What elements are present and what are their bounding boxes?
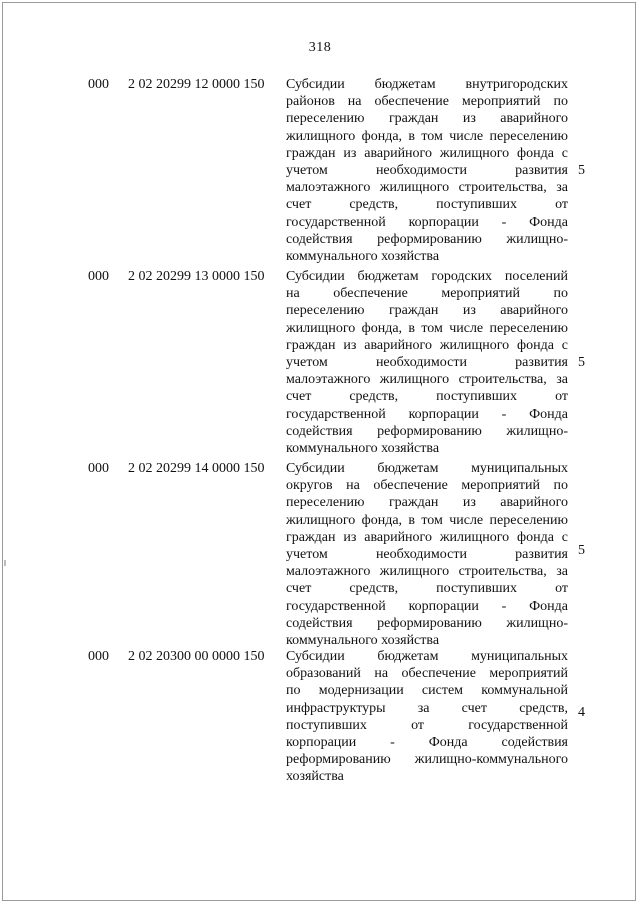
description-line: переселению граждан из аварийного [286, 495, 568, 511]
description-line: содействия реформированию жилищно- [286, 231, 568, 247]
admin-code: 000 [88, 461, 109, 476]
income-description [286, 648, 568, 786]
admin-code: 000 [88, 649, 109, 664]
description-line: счет средств, поступивших от [286, 197, 568, 213]
description-line: районов на обеспечение мероприятий по [286, 94, 568, 110]
description-line: государственной корпорации - Фонда [286, 598, 568, 614]
description-line: образований на обеспечение мероприятий [286, 666, 568, 682]
description-line: коммунального хозяйства [286, 249, 440, 265]
description-line: реформированию жилищно-коммунального [286, 752, 568, 768]
amount-value: 5 [578, 543, 585, 558]
description-line: учетом необходимости развития [286, 547, 568, 563]
budget-classification-code: 2 02 20299 13 0000 150 [128, 269, 265, 284]
description-line: коммунального хозяйства [286, 633, 440, 649]
description-line: на обеспечение мероприятий по [286, 286, 568, 302]
admin-code: 000 [88, 77, 109, 92]
income-description [286, 268, 568, 457]
description-line: Субсидии бюджетам муниципальных [286, 461, 568, 476]
description-line: содействия реформированию жилищно- [286, 615, 568, 631]
income-description [286, 76, 568, 265]
description-line: учетом необходимости развития [286, 355, 568, 371]
description-line: малоэтажного жилищного строительства, за [286, 372, 568, 388]
description-line: государственной корпорации - Фонда [286, 214, 568, 230]
description-line: малоэтажного жилищного строительства, за [286, 564, 568, 580]
description-line: переселению граждан из аварийного [286, 303, 568, 319]
income-description [286, 460, 568, 649]
description-line: коммунального хозяйства [286, 441, 440, 457]
description-line: переселению граждан из аварийного [286, 111, 568, 127]
description-line: жилищного фонда, в том числе переселению [286, 320, 568, 336]
description-line: хозяйства [286, 769, 344, 785]
scan-mark [4, 560, 6, 566]
description-line: содействия реформированию жилищно- [286, 423, 568, 439]
description-line: жилищного фонда, в том числе переселению [286, 128, 568, 144]
description-line: граждан из аварийного жилищного фонда с [286, 337, 568, 353]
description-line: граждан из аварийного жилищного фонда с [286, 529, 568, 545]
description-line: граждан из аварийного жилищного фонда с [286, 145, 568, 161]
budget-classification-code: 2 02 20300 00 0000 150 [128, 649, 265, 664]
description-line: Субсидии бюджетам городских поселений [286, 269, 568, 284]
description-line: по модернизации систем коммунальной [286, 683, 568, 699]
description-line: учетом необходимости развития [286, 163, 568, 179]
description-line: Субсидии бюджетам муниципальных [286, 649, 568, 664]
budget-classification-code: 2 02 20299 14 0000 150 [128, 461, 265, 476]
description-line: жилищного фонда, в том числе переселению [286, 512, 568, 528]
admin-code: 000 [88, 269, 109, 284]
description-line: малоэтажного жилищного строительства, за [286, 180, 568, 196]
description-line: государственной корпорации - Фонда [286, 406, 568, 422]
amount-value: 5 [578, 163, 585, 178]
description-line: Субсидии бюджетам внутригородских [286, 77, 568, 92]
description-line: поступивших от государственной [286, 717, 568, 733]
amount-value: 4 [578, 705, 585, 720]
description-line: счет средств, поступивших от [286, 389, 568, 405]
description-line: счет средств, поступивших от [286, 581, 568, 597]
description-line: инфраструктуры за счет средств, [286, 700, 568, 716]
budget-classification-code: 2 02 20299 12 0000 150 [128, 77, 265, 92]
description-line: округов на обеспечение мероприятий по [286, 478, 568, 494]
description-line: корпорации - Фонда содействия [286, 735, 568, 751]
page-number: 318 [308, 40, 332, 55]
amount-value: 5 [578, 355, 585, 370]
